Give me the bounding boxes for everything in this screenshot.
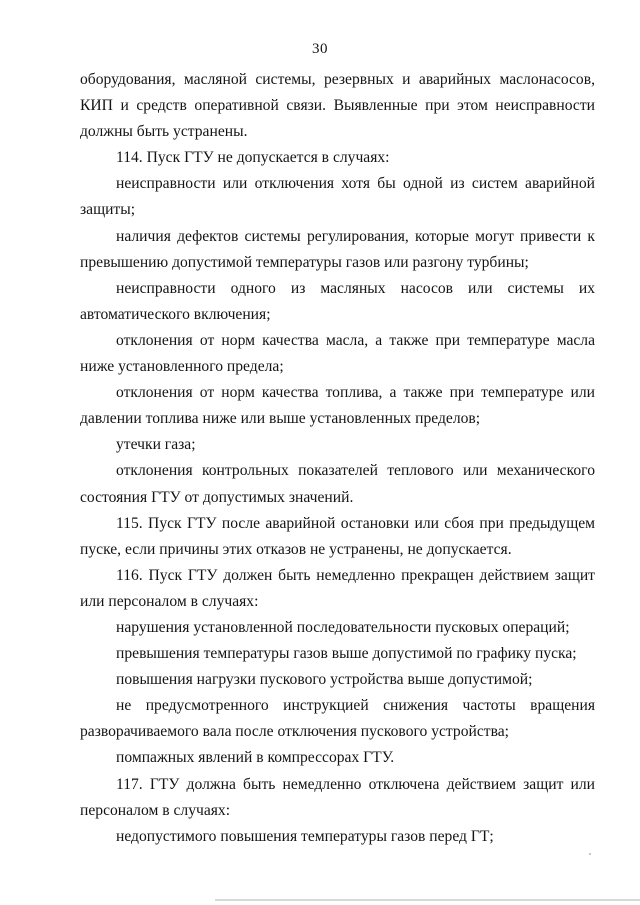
paragraph-item: неисправности или отключения хотя бы одной из систем аварийной защиты; <box>80 175 595 219</box>
paragraph-item: превышения температуры газов выше допустимой по графику пуска; <box>116 645 577 663</box>
paragraph-clause-116: 116. Пуск ГТУ должен быть немедленно прекращен действием защит или персоналом в случаях: <box>80 566 595 610</box>
document-body <box>80 67 595 850</box>
page-number: 30 <box>312 41 328 57</box>
scan-speck <box>589 853 591 855</box>
paragraph-item: отклонения контрольных показателей теплового или механического состояния ГТУ от допустимых значений. <box>80 462 595 506</box>
paragraph-continuation: оборудования, масляной системы, резервных и аварийных маслонасосов, КИП и средств оперативной связи. Выявленные при этом неисправности должны быть устранены. <box>80 71 595 141</box>
scan-edge <box>215 899 640 901</box>
paragraph-clause-115: 115. Пуск ГТУ после аварийной остановки или сбоя при предыдущем пуске, если причины этих отказов не устранены, не допускается. <box>80 514 595 558</box>
paragraph-item: отклонения от норм качества топлива, а также при температуре или давлении топлива ниже или выше установленных пределов; <box>80 384 595 428</box>
paragraph-item: не предусмотренного инструкцией снижения частоты вращения разворачиваемого вала после отключения пускового устройства; <box>80 697 595 741</box>
paragraph-item: помпажных явлений в компрессорах ГТУ. <box>116 749 395 767</box>
paragraph-item: неисправности одного из масляных насосов или системы их автоматического включения; <box>80 279 595 323</box>
paragraph-clause-117: 117. ГТУ должна быть немедленно отключена действием защит или персоналом в случаях: <box>80 775 595 819</box>
paragraph-item: наличия дефектов системы регулирования, которые могут привести к превышению допустимой температуры газов или разгону турбины; <box>80 227 595 271</box>
paragraph-item: нарушения установленной последовательности пусковых операций; <box>116 618 570 636</box>
paragraph-item: отклонения от норм качества масла, а также при температуре масла ниже установленного предела; <box>80 331 595 376</box>
paragraph-item: повышения нагрузки пускового устройства выше допустимой; <box>116 671 533 689</box>
paragraph-item: утечки газа; <box>116 436 196 454</box>
paragraph-item: недопустимого повышения температуры газов перед ГТ; <box>116 827 494 845</box>
paragraph-clause-114: 114. Пуск ГТУ не допускается в случаях: <box>116 149 390 167</box>
